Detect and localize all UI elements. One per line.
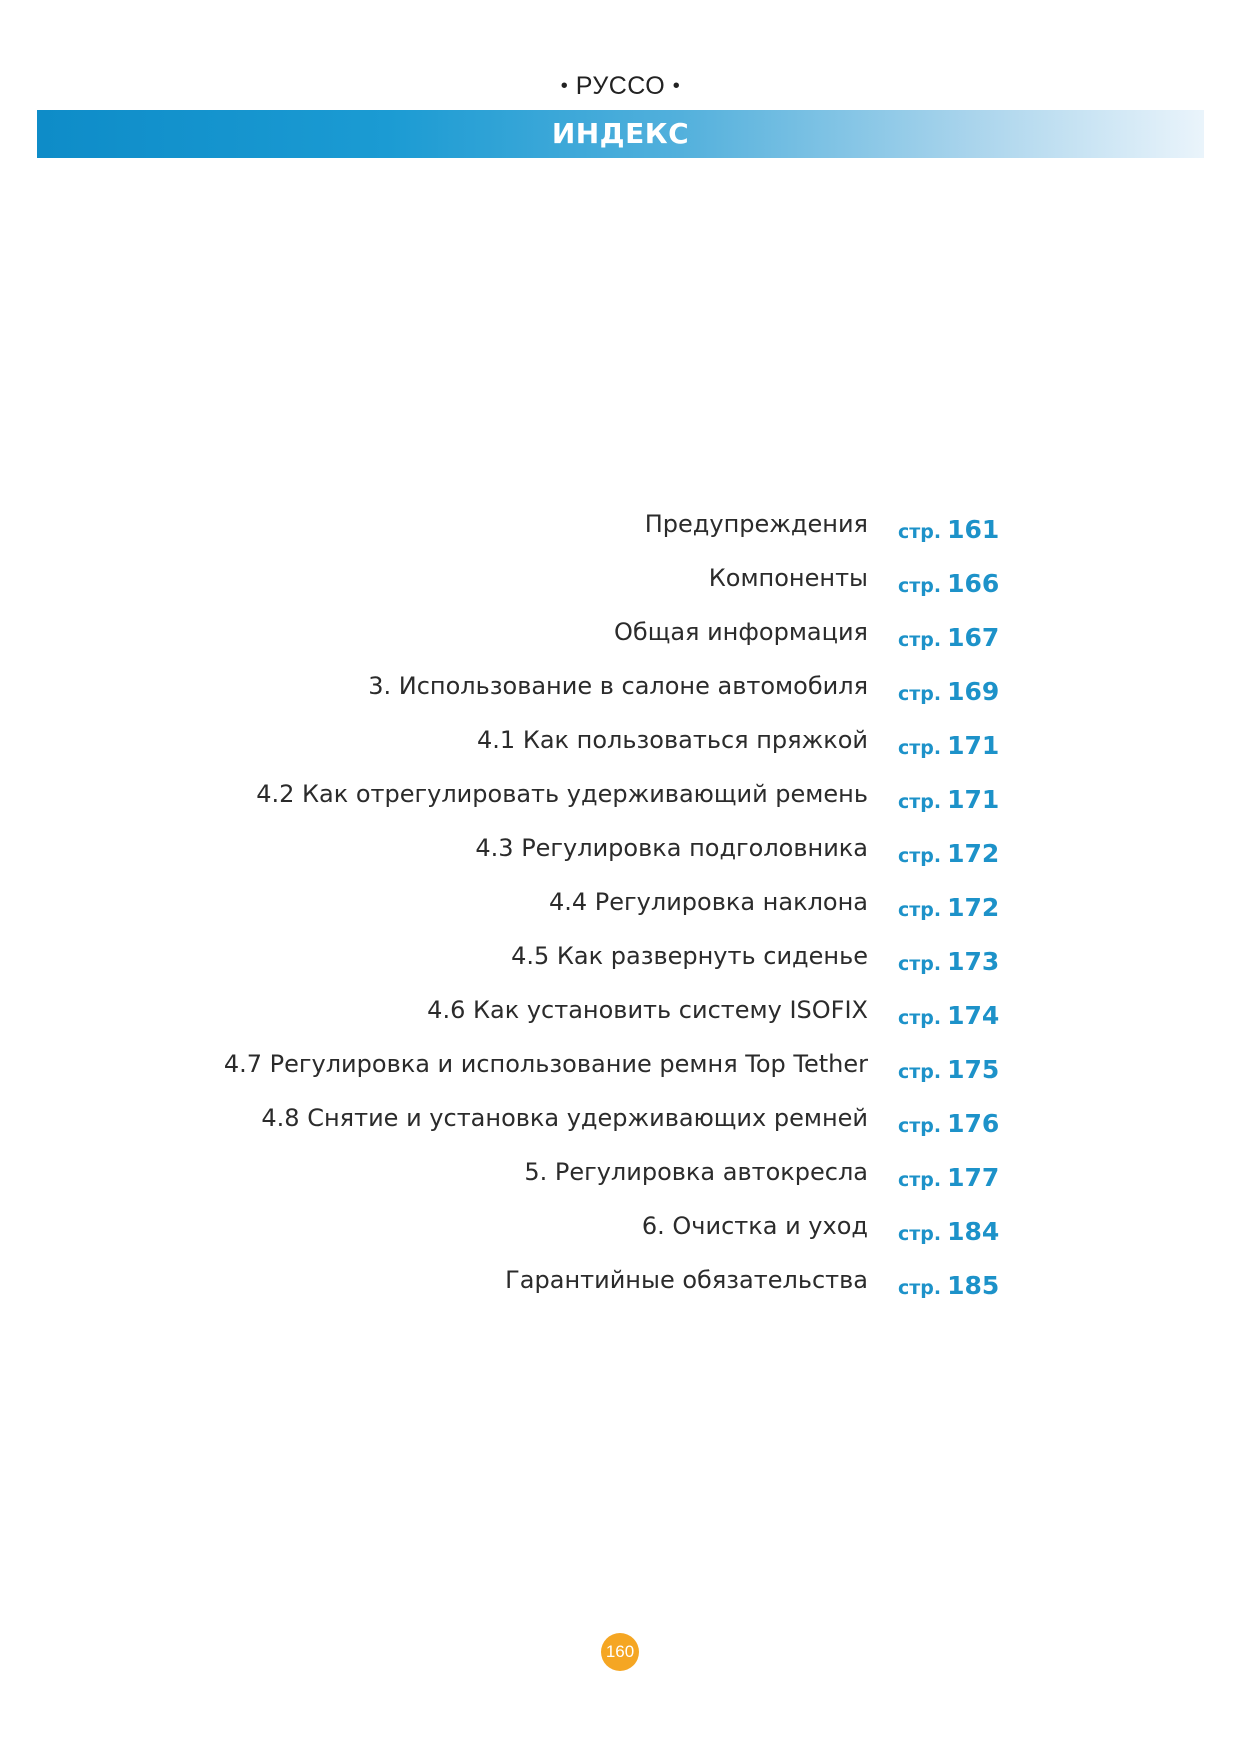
toc-entry-title: 4.5 Как развернуть сиденье <box>511 942 868 970</box>
toc-entry-title: Предупреждения <box>644 510 868 538</box>
toc-entry[interactable] <box>0 996 1241 1050</box>
page-number: 172 <box>947 839 1000 868</box>
toc-entry[interactable] <box>0 780 1241 834</box>
toc-entry-page <box>898 1001 999 1030</box>
toc-entry-title: 3. Использование в салоне автомобиля <box>368 672 868 700</box>
page-number: 171 <box>947 731 1000 760</box>
toc-entry-page <box>898 731 999 760</box>
toc-entry-page <box>898 785 999 814</box>
page-prefix: стр. <box>898 953 942 975</box>
toc-entry-title: Компоненты <box>708 564 868 592</box>
page-number: 172 <box>947 893 1000 922</box>
toc-entry[interactable] <box>0 834 1241 888</box>
page-prefix: стр. <box>898 737 942 759</box>
page-number: 169 <box>947 677 1000 706</box>
bullet-right: • <box>672 75 681 97</box>
toc-entry[interactable] <box>0 1266 1241 1320</box>
page-prefix: стр. <box>898 1007 942 1029</box>
toc-entry-title: Гарантийные обязательства <box>505 1266 868 1294</box>
toc-entry[interactable] <box>0 510 1241 564</box>
toc-entry[interactable] <box>0 1158 1241 1212</box>
toc-entry-page <box>898 569 999 598</box>
page-number: 171 <box>947 785 1000 814</box>
toc-entry-page <box>898 1217 999 1246</box>
toc-entry[interactable] <box>0 1104 1241 1158</box>
toc-entry-title: 4.3 Регулировка подголовника <box>475 834 868 862</box>
table-of-contents <box>0 510 1241 1320</box>
toc-entry-title: 4.7 Регулировка и использование ремня Top Tether <box>223 1050 868 1078</box>
page-number: 184 <box>947 1217 1000 1246</box>
page-number: 185 <box>947 1271 1000 1300</box>
page-number: 166 <box>947 569 1000 598</box>
toc-entry-page <box>898 1055 999 1084</box>
toc-entry-title: 6. Очистка и уход <box>641 1212 868 1240</box>
toc-entry[interactable] <box>0 888 1241 942</box>
toc-entry-page <box>898 839 999 868</box>
page-number: 167 <box>947 623 1000 652</box>
page-prefix: стр. <box>898 1223 942 1245</box>
page-prefix: стр. <box>898 1277 942 1299</box>
page-prefix: стр. <box>898 683 942 705</box>
toc-entry[interactable] <box>0 564 1241 618</box>
toc-entry[interactable] <box>0 942 1241 996</box>
toc-entry-title: 4.8 Снятие и установка удерживающих ремней <box>261 1104 868 1132</box>
toc-entry[interactable] <box>0 1050 1241 1104</box>
page-prefix: стр. <box>898 575 942 597</box>
page-number: 161 <box>947 515 1000 544</box>
bullet-left: • <box>560 75 569 97</box>
page-number: 177 <box>947 1163 1000 1192</box>
page-number-badge: 160 <box>601 1633 639 1671</box>
toc-entry-title: 4.1 Как пользоваться пряжкой <box>477 726 868 754</box>
toc-entry-page <box>898 1163 999 1192</box>
page-prefix: стр. <box>898 845 942 867</box>
toc-entry-page <box>898 947 999 976</box>
page-prefix: стр. <box>898 1115 942 1137</box>
toc-entry-title: 4.6 Как установить систему ISOFIX <box>427 996 868 1024</box>
language-label: РУССО <box>575 72 666 100</box>
toc-entry-page <box>898 1271 999 1300</box>
toc-entry-page <box>898 1109 999 1138</box>
toc-entry-page <box>898 623 999 652</box>
page-prefix: стр. <box>898 899 942 921</box>
toc-entry-title: Общая информация <box>614 618 868 646</box>
index-banner <box>37 110 1204 158</box>
toc-entry-title: 4.2 Как отрегулировать удерживающий ремень <box>256 780 868 808</box>
page-number: 176 <box>947 1109 1000 1138</box>
page-prefix: стр. <box>898 521 942 543</box>
toc-entry-title: 5. Регулировка автокресла <box>524 1158 868 1186</box>
toc-entry-page <box>898 515 999 544</box>
page-number: 175 <box>947 1055 1000 1084</box>
toc-entry-page <box>898 893 999 922</box>
toc-entry[interactable] <box>0 672 1241 726</box>
toc-entry[interactable] <box>0 1212 1241 1266</box>
page-prefix: стр. <box>898 629 942 651</box>
toc-entry[interactable] <box>0 618 1241 672</box>
toc-entry-title: 4.4 Регулировка наклона <box>549 888 868 916</box>
page-number: 174 <box>947 1001 1000 1030</box>
page-number: 173 <box>947 947 1000 976</box>
toc-entry[interactable] <box>0 726 1241 780</box>
page-prefix: стр. <box>898 791 942 813</box>
toc-entry-page <box>898 677 999 706</box>
language-header <box>0 72 1241 101</box>
page-prefix: стр. <box>898 1061 942 1083</box>
index-title: ИНДЕКС <box>551 117 690 150</box>
page-prefix: стр. <box>898 1169 942 1191</box>
